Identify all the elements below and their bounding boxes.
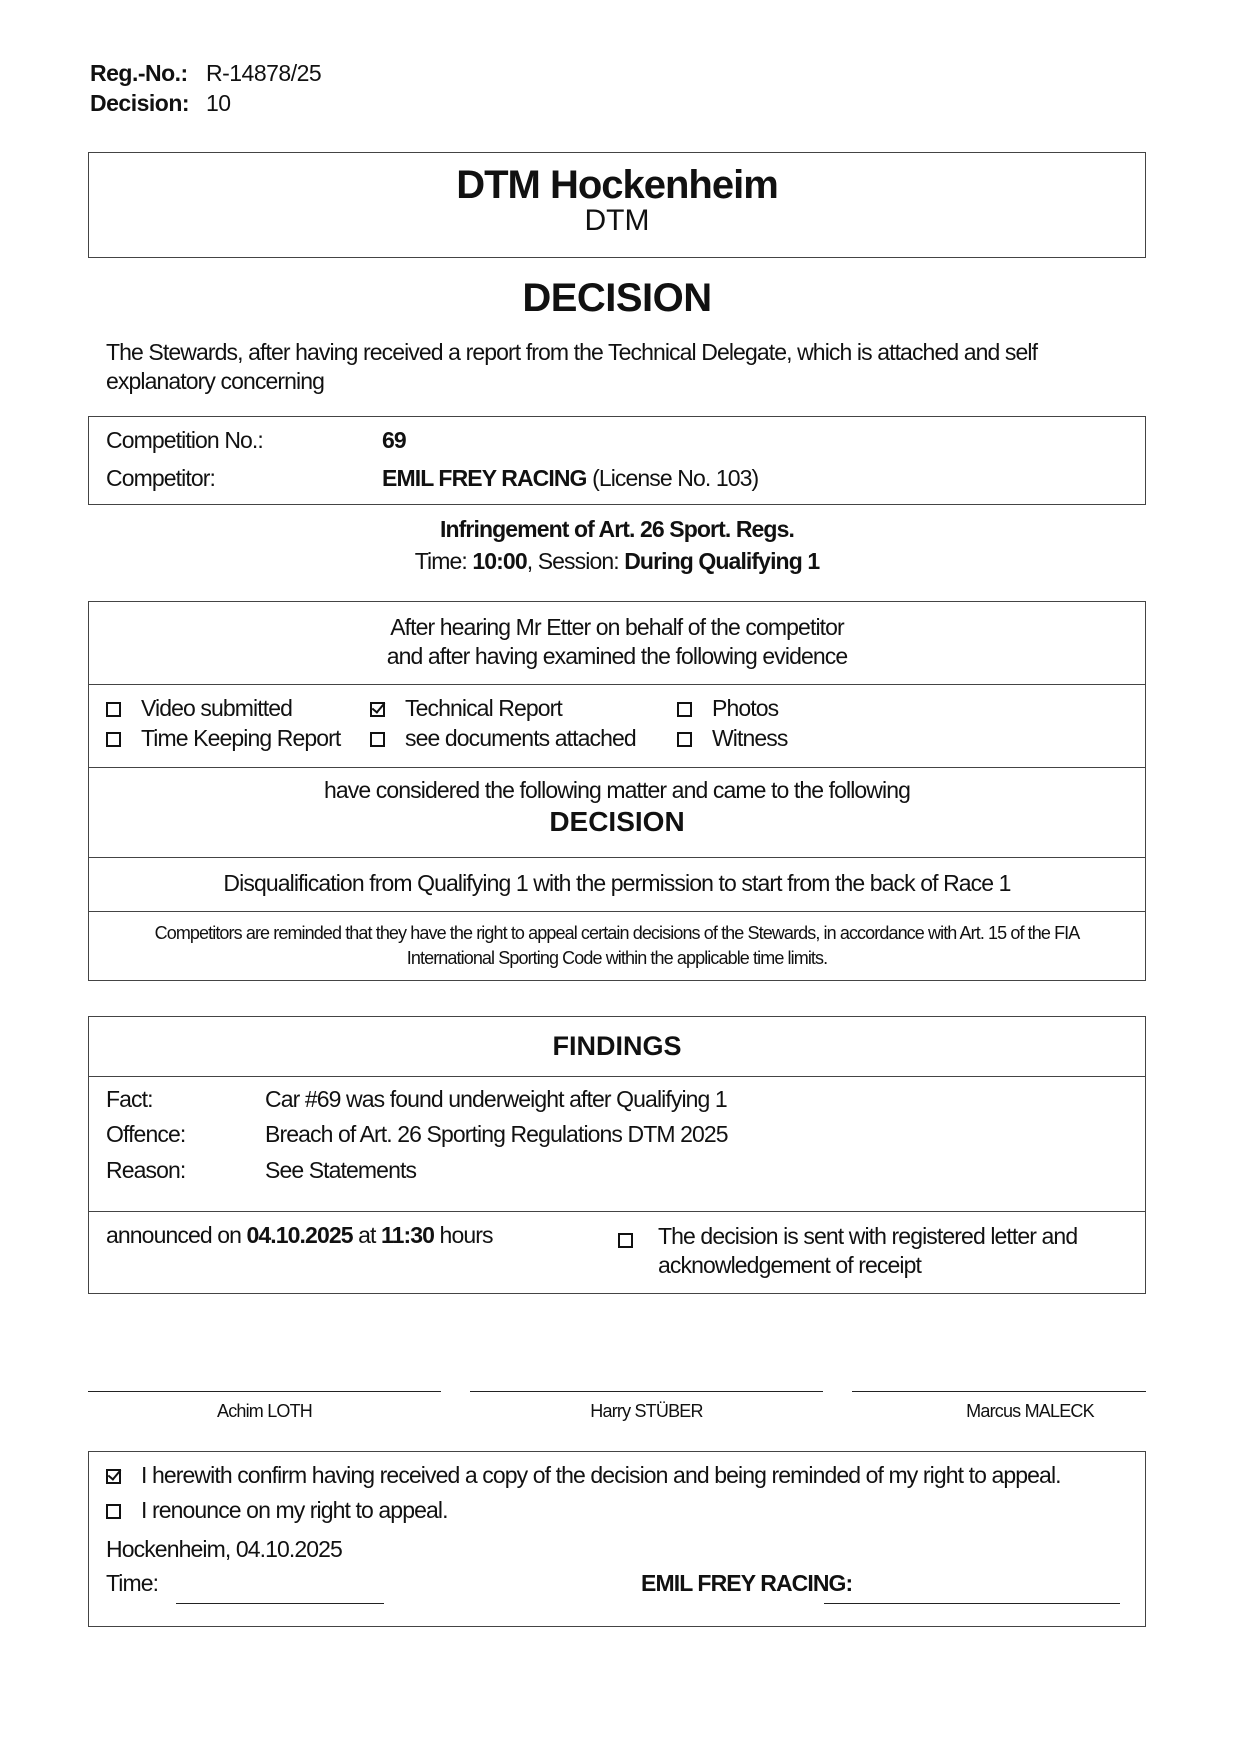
competitor-name: EMIL FREY RACING <box>382 465 587 491</box>
checkbox-registered-letter[interactable] <box>618 1233 633 1248</box>
competitor-signature-line[interactable] <box>824 1603 1120 1604</box>
decision-heading: DECISION <box>549 806 685 837</box>
considered-section <box>89 767 1145 857</box>
findings-heading: FINDINGS <box>552 1031 682 1061</box>
fact-label: Fact: <box>106 1086 153 1112</box>
appeal-notice-line-2: International Sporting Code within the applicable time limits. <box>406 948 828 968</box>
event-title: DTM Hockenheim <box>456 163 778 207</box>
competitor-signature-label: EMIL FREY RACING: <box>641 1570 853 1596</box>
evidence-label: Technical Report <box>405 695 562 721</box>
decision-text: Disqualification from Qualifying 1 with the permission to start from the back of Race 1 <box>89 857 1145 911</box>
time-label: Time: <box>106 1570 159 1596</box>
confirm-receipt-text: I herewith confirm having received a copy of the decision and being reminded of my right to appeal. <box>141 1462 1061 1488</box>
hearing-decision-box <box>88 601 1146 981</box>
offence-label: Offence: <box>106 1121 186 1147</box>
checkbox-video-submitted[interactable] <box>106 702 121 717</box>
time-value: 10:00 <box>472 548 527 574</box>
checkbox-time-keeping-report[interactable] <box>106 732 121 747</box>
hearing-line-1: After hearing Mr Etter on behalf of the competitor <box>390 614 844 640</box>
announcement-text <box>106 1222 493 1249</box>
confirm-receipt-row[interactable] <box>106 1462 1061 1489</box>
announced-prefix: announced on <box>106 1222 247 1248</box>
evidence-technical-report[interactable] <box>370 695 562 722</box>
steward-name: Marcus MALECK <box>966 1401 1094 1421</box>
findings-details <box>89 1076 1145 1211</box>
signature-line-1 <box>88 1391 441 1392</box>
checkbox-technical-report[interactable] <box>370 702 385 717</box>
announced-at: at <box>352 1222 381 1248</box>
competition-no-label: Competition No.: <box>106 427 263 453</box>
evidence-witness[interactable] <box>677 725 788 752</box>
competitor-label: Competitor: <box>106 465 215 491</box>
evidence-label: Video submitted <box>141 695 293 721</box>
time-input-line[interactable] <box>176 1603 384 1604</box>
evidence-label: see documents attached <box>405 725 636 751</box>
evidence-section <box>89 684 1145 767</box>
infringement-title: Infringement of Art. 26 Sport. Regs. <box>440 516 794 542</box>
findings-box <box>88 1016 1146 1294</box>
checkbox-witness[interactable] <box>677 732 692 747</box>
receipt-box <box>88 1451 1146 1627</box>
evidence-video[interactable] <box>106 695 292 722</box>
offence-value: Breach of Art. 26 Sporting Regulations DTM 2025 <box>265 1121 728 1147</box>
registered-letter-text <box>658 1222 1077 1280</box>
reg-no-value: R-14878/25 <box>206 60 322 86</box>
page-title: DECISION <box>522 276 712 320</box>
evidence-photos[interactable] <box>677 695 778 722</box>
evidence-label: Witness <box>712 725 788 751</box>
appeal-notice-line-1: Competitors are reminded that they have the right to appeal certain decisions of the Stewards, in accordance with Art. 15 of the FIA <box>154 923 1080 943</box>
competitor-value <box>382 465 758 492</box>
hearing-section <box>89 602 1145 684</box>
evidence-label: Time Keeping Report <box>141 725 341 751</box>
considered-line: have considered the following matter and came to the following <box>323 777 911 803</box>
evidence-documents[interactable] <box>370 725 636 752</box>
announced-date: 04.10.2025 <box>246 1222 353 1248</box>
decision-number: 10 <box>206 90 231 116</box>
competitor-box <box>88 416 1146 505</box>
signature-line-3 <box>852 1391 1146 1392</box>
signature-line-2 <box>470 1391 823 1392</box>
event-series: DTM <box>584 204 650 237</box>
steward-name: Harry STÜBER <box>590 1401 703 1421</box>
announced-time: 11:30 <box>381 1222 435 1248</box>
evidence-time-keeping[interactable] <box>106 725 340 752</box>
checkbox-documents-attached[interactable] <box>370 732 385 747</box>
registered-letter-line-1: The decision is sent with registered letter and <box>658 1223 1078 1249</box>
checkbox-confirm-receipt[interactable] <box>106 1469 121 1484</box>
checkbox-renounce-appeal[interactable] <box>106 1504 121 1519</box>
intro-text: The Stewards, after having received a report from the Technical Delegate, which is attached and self explanatory concerning <box>106 339 1038 394</box>
session-label: , Session: <box>526 548 619 574</box>
license-number: (License No. 103) <box>592 465 759 491</box>
announcement-section <box>89 1211 1145 1292</box>
document-header <box>90 58 321 118</box>
announced-suffix: hours <box>434 1222 493 1248</box>
hearing-line-2: and after having examined the following evidence <box>386 643 848 669</box>
session-value: During Qualifying 1 <box>624 548 820 574</box>
reg-no-label: Reg.-No.: <box>90 60 188 86</box>
fact-value: Car #69 was found underweight after Qualifying 1 <box>265 1086 727 1112</box>
reason-label: Reason: <box>106 1157 186 1183</box>
event-box <box>88 152 1146 258</box>
place-date: Hockenheim, 04.10.2025 <box>106 1536 342 1562</box>
registered-letter-line-2: acknowledgement of receipt <box>658 1252 921 1278</box>
time-label: Time: <box>414 548 467 574</box>
decision-label: Decision: <box>90 90 190 116</box>
evidence-label: Photos <box>712 695 779 721</box>
renounce-appeal-text: I renounce on my right to appeal. <box>141 1497 448 1523</box>
competition-no-value: 69 <box>382 427 406 453</box>
infringement-time-session <box>88 548 1146 575</box>
reason-value: See Statements <box>265 1157 417 1183</box>
renounce-appeal-row[interactable] <box>106 1497 448 1524</box>
steward-name: Achim LOTH <box>216 1401 313 1421</box>
appeal-notice <box>89 911 1145 971</box>
checkbox-photos[interactable] <box>677 702 692 717</box>
